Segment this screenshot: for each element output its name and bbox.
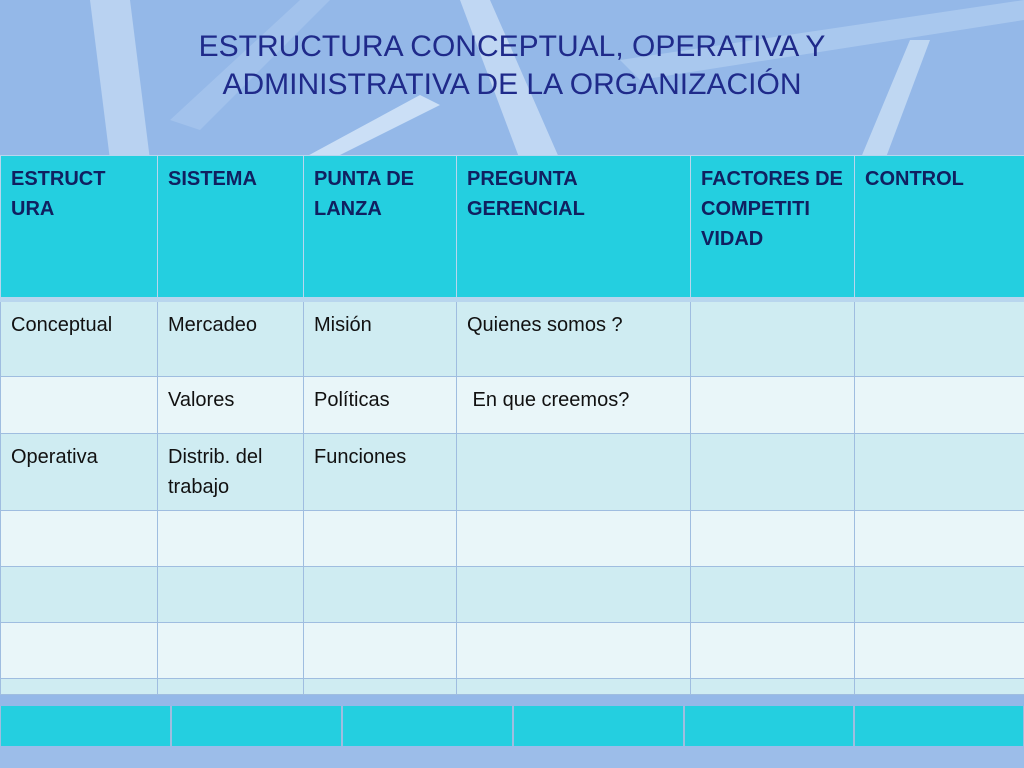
table-cell <box>304 511 457 567</box>
table-cell <box>1 567 158 623</box>
table-cell: En que creemos? <box>457 377 691 434</box>
bottom-bar-cell <box>342 706 513 746</box>
table-cell: Misión <box>304 300 457 377</box>
bottom-bar-cell <box>684 706 854 746</box>
header-estructura: ESTRUCT URA <box>1 156 158 300</box>
header-punta-de-lanza: PUNTA DE LANZA <box>304 156 457 300</box>
table-row <box>1 377 1024 434</box>
table-cell <box>855 623 1024 679</box>
bottom-table-bar <box>0 706 1024 746</box>
table-cell <box>304 623 457 679</box>
table-cell <box>457 511 691 567</box>
table-cell <box>855 434 1024 511</box>
table-cell <box>457 567 691 623</box>
slide-title-line-1: ESTRUCTURA CONCEPTUAL, OPERATIVA Y <box>198 30 826 63</box>
table-cell: Quienes somos ? <box>457 300 691 377</box>
table-cell <box>457 434 691 511</box>
table-cell <box>158 567 304 623</box>
slide-title-line-2: ADMINISTRATIVA DE LA ORGANIZACIÓN <box>222 68 802 101</box>
table-row <box>1 679 1024 695</box>
table-cell <box>158 511 304 567</box>
table-row <box>1 567 1024 623</box>
table-cell <box>1 511 158 567</box>
table-cell <box>1 377 158 434</box>
bottom-bar-cell <box>171 706 342 746</box>
table-cell: Funciones <box>304 434 457 511</box>
table-row <box>1 434 1024 511</box>
table-cell <box>691 300 855 377</box>
table-cell <box>1 679 158 695</box>
table-cell <box>855 511 1024 567</box>
table-cell <box>855 300 1024 377</box>
table-cell: Políticas <box>304 377 457 434</box>
table-cell <box>304 567 457 623</box>
header-pregunta-gerencial: PREGUNTA GERENCIAL <box>457 156 691 300</box>
slide-title <box>40 28 984 104</box>
table-header-row <box>1 156 1024 300</box>
table-cell <box>1 623 158 679</box>
table-row <box>1 511 1024 567</box>
table-cell: Operativa <box>1 434 158 511</box>
table-cell <box>158 623 304 679</box>
bottom-bar-cell <box>0 706 171 746</box>
table-row <box>1 623 1024 679</box>
table-cell <box>691 679 855 695</box>
header-factores-de-competitividad: FACTORES DE COMPETITI VIDAD <box>691 156 855 300</box>
table-cell <box>304 679 457 695</box>
header-control: CONTROL <box>855 156 1024 300</box>
table-cell <box>691 567 855 623</box>
table-cell <box>691 377 855 434</box>
table-cell <box>855 377 1024 434</box>
table-cell <box>457 679 691 695</box>
table-row <box>1 300 1024 377</box>
footer-strip <box>0 746 1024 768</box>
table-cell: Distrib. del trabajo <box>158 434 304 511</box>
table-cell <box>691 434 855 511</box>
table-cell <box>158 679 304 695</box>
organization-structure-table <box>0 155 1024 695</box>
table-cell <box>691 511 855 567</box>
table-cell: Conceptual <box>1 300 158 377</box>
header-sistema: SISTEMA <box>158 156 304 300</box>
table-cell: Mercadeo <box>158 300 304 377</box>
bottom-bar-cell <box>513 706 684 746</box>
table-cell <box>855 567 1024 623</box>
table-cell <box>855 679 1024 695</box>
table-cell <box>457 623 691 679</box>
table-cell: Valores <box>158 377 304 434</box>
bottom-bar-cell <box>854 706 1024 746</box>
table-cell <box>691 623 855 679</box>
